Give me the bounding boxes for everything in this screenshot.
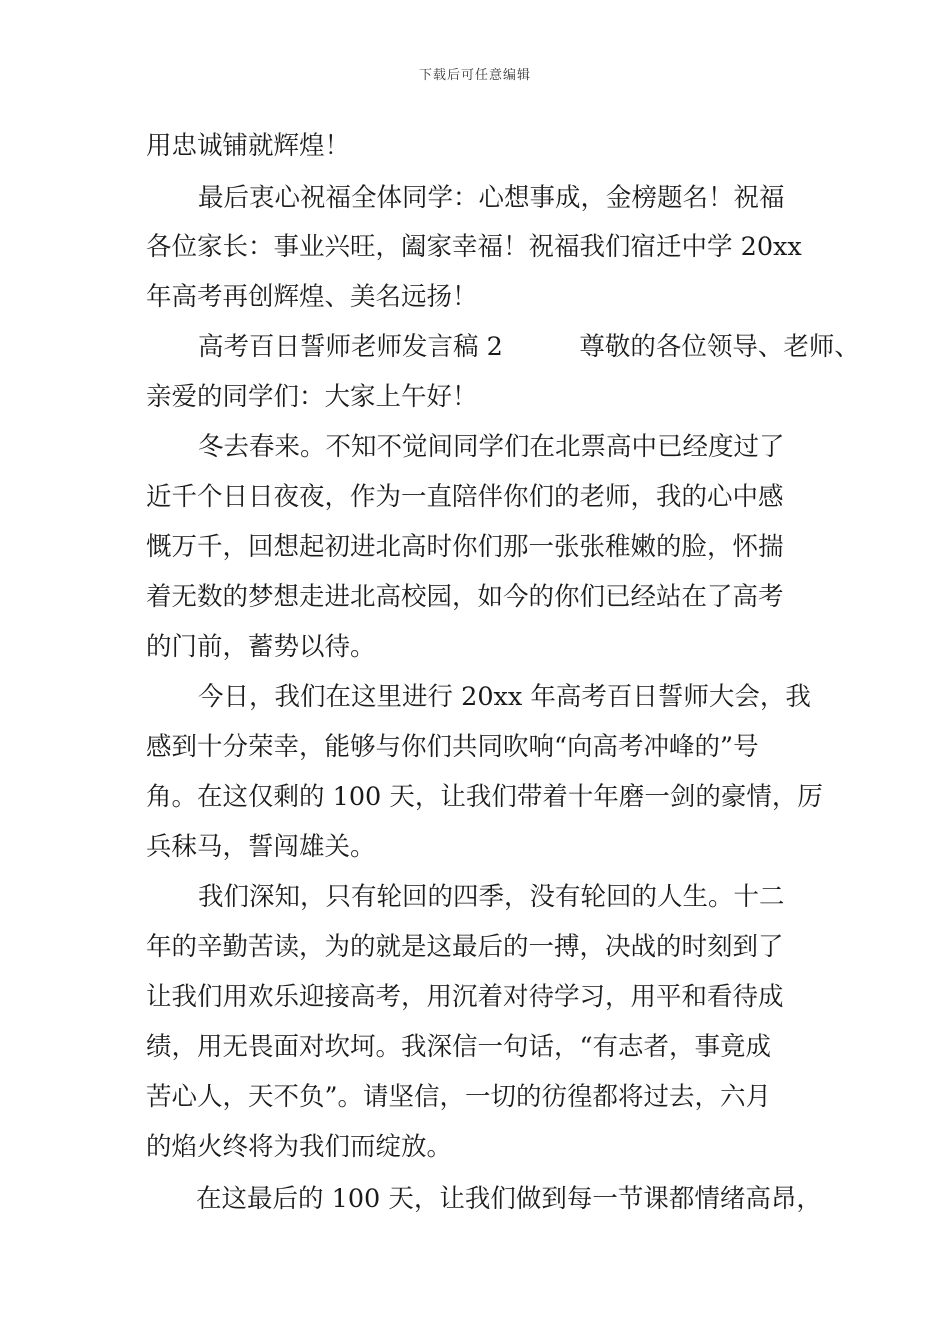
text-line: 我们深知，只有轮回的四季，没有轮回的人生。十二 xyxy=(198,882,785,912)
text-line: 着无数的梦想走进北高校园，如今的你们已经站在了高考 xyxy=(146,582,784,612)
text-line: 绩，用无畏面对坎坷。我深信一句话，“有志者，事竟成 xyxy=(146,1032,772,1062)
text-line: 冬去春来。不知不觉间同学们在北票高中已经度过了 xyxy=(198,432,785,462)
text-line: 近千个日日夜夜，作为一直陪伴你们的老师，我的心中感 xyxy=(146,482,784,512)
text-line: 角。在这仅剩的 100 天，让我们带着十年磨一剑的豪情，厉 xyxy=(146,782,823,812)
text-line: 的门前，蓄势以待。 xyxy=(146,632,376,662)
text-line: 苦心人，天不负”。请坚信，一切的彷徨都将过去，六月 xyxy=(146,1082,772,1112)
text-line: 今日，我们在这里进行 20xx 年高考百日誓师大会，我 xyxy=(198,682,811,712)
text-line: 慨万千，回想起初进北高时你们那一张张稚嫩的脸，怀揣 xyxy=(146,532,784,562)
text-line: 年高考再创辉煌、美名远扬！ xyxy=(146,282,478,312)
text-line: 在这最后的 100 天，让我们做到每一节课都情绪高昂， xyxy=(196,1184,822,1214)
text-line: 感到十分荣幸，能够与你们共同吹响“向高考冲峰的”号 xyxy=(146,732,759,762)
page-header: 下载后可任意编辑 xyxy=(418,68,531,83)
text-line: 亲爱的同学们：大家上午好！ xyxy=(146,382,478,412)
text-line: 最后衷心祝福全体同学：心想事成，金榜题名！祝福 xyxy=(198,183,785,213)
text-line: 让我们用欢乐迎接高考，用沉着对待学习，用平和看待成 xyxy=(146,982,784,1012)
text-line: 的焰火终将为我们而绽放。 xyxy=(146,1132,453,1162)
text-line: 年的辛勤苦读，为的就是这最后的一搏，决战的时刻到了 xyxy=(146,932,784,962)
text-line: 高考百日誓师老师发言稿 2 尊敬的各位领导、老师、 xyxy=(198,332,860,362)
text-line: 兵秣马，誓闯雄关。 xyxy=(146,832,376,862)
text-line: 各位家长：事业兴旺，阖家幸福！祝福我们宿迁中学 20xx xyxy=(146,232,802,262)
text-line: 用忠诚铺就辉煌！ xyxy=(146,131,351,161)
